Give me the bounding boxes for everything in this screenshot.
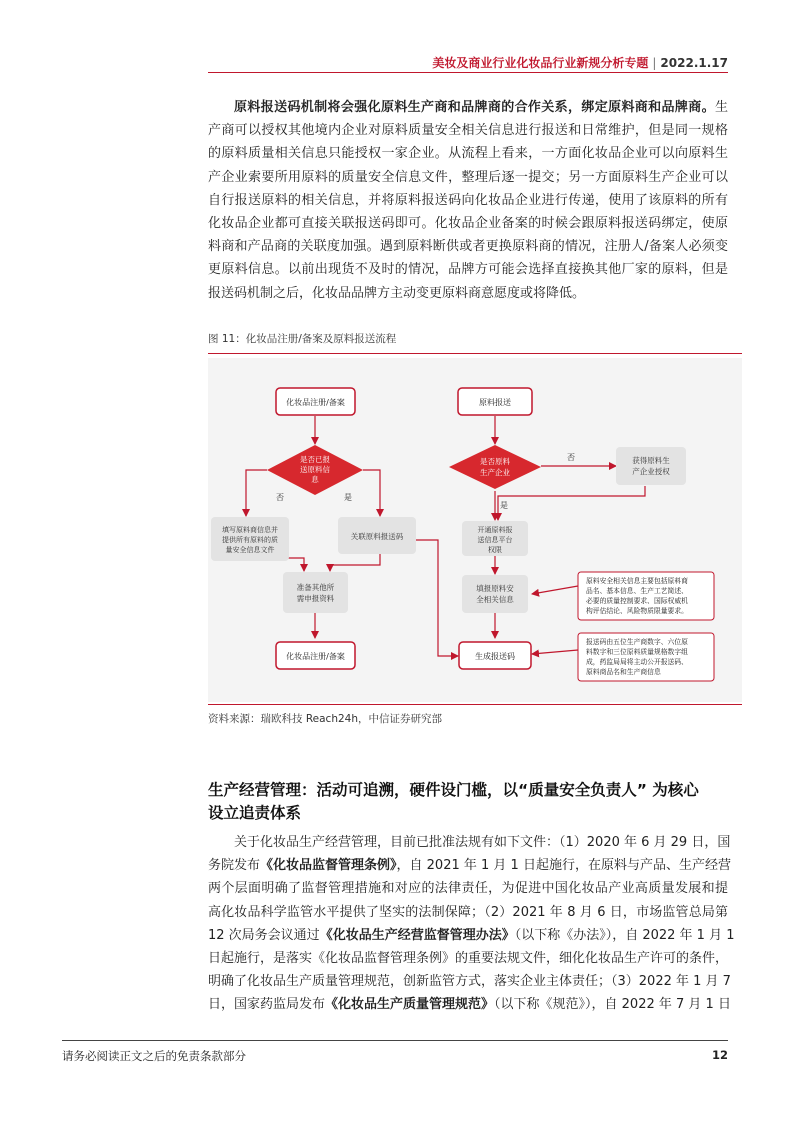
para1-line-4: 产企业索要所用原料的质量安全信息文件，整理后逐一提交；另一方面原料生产企业可以 <box>208 169 728 185</box>
node-right-generate-code <box>459 642 531 669</box>
header-title: 美妆及商业行业化妆品行业新规分析专题 <box>432 56 649 70</box>
regulation-name-1: 《化妆品监督管理条例》 <box>260 858 397 874</box>
flowchart <box>208 358 742 702</box>
header-date: 2022.1.17 <box>660 56 728 70</box>
right-fill-line-2: 全相关信息 <box>476 595 514 604</box>
note1-line-2: 品名、基本信息、生产工艺简述、 <box>586 587 688 595</box>
para1-line-5: 自行报送原料的相关信息，并将原料报送码向化妆品企业进行传递，使用了该原料的所有 <box>208 192 728 208</box>
node-right-fill-info <box>462 575 528 613</box>
regulation-name-3: 《化妆品生产质量管理规范》 <box>325 997 495 1013</box>
right-decision-line-2: 生产企业 <box>480 468 510 477</box>
node-right-open-platform <box>462 521 528 556</box>
left-yes-label: 是 <box>344 493 352 502</box>
figure-title: 图 11：化妆品注册/备案及原料报送流程 <box>208 333 397 345</box>
para2-line-1: 关于化妆品生产经营管理，目前已批准法规有如下文件：（1）2020 年 6 月 29 日，国 <box>234 835 731 850</box>
section-heading-line-2: 设立追责体系 <box>208 804 302 822</box>
para1-line-6: 化妆品企业都可直接关联报送码即可。化妆品企业备案的时候会跟原料报送码绑定，使原 <box>208 216 728 232</box>
para2-line-4: 高化妆品科学监管水平提供了坚实的法制保障；（2）2021 年 8 月 6 日，市场监管总局第 <box>208 904 728 920</box>
para1-line-9: 报送码机制之后，化妆品品牌方主动变更原料商意愿度或将降低。 <box>208 285 586 301</box>
right-no-label: 否 <box>567 453 575 462</box>
para2-line-2a: 务院发布 <box>208 858 261 874</box>
left-decision-line-3: 息 <box>311 475 319 484</box>
node-right-code-label: 生成报送码 <box>475 652 515 661</box>
left-fill-line-3: 量安全信息文件 <box>225 546 275 554</box>
note-safety-info <box>578 572 714 620</box>
para1-line-7: 料商和产品商的关联度加强。遇到原料断供或者更换原料商的情况，注册人/备案人必须变 <box>208 239 728 255</box>
para1-line-2: 产商可以授权其他境内企业对原料质量安全相关信息进行报送和日常维护，但是同一规格 <box>208 123 728 139</box>
para2-line-8 <box>208 993 731 1016</box>
right-auth-line-1: 获得原料生 <box>632 456 670 465</box>
right-open-line-3: 权限 <box>488 546 502 554</box>
header-rule <box>208 72 728 73</box>
right-yes-label: 是 <box>500 501 508 510</box>
header-text <box>432 54 728 71</box>
left-fill-line-1: 填写原料商信息并 <box>222 526 278 534</box>
right-decision-line-1: 是否原料 <box>480 457 510 466</box>
node-left-end <box>276 642 355 669</box>
para2-line-2 <box>208 854 731 877</box>
right-auth-line-2: 产企业授权 <box>632 467 670 476</box>
right-open-line-2: 送信息平台 <box>477 536 513 544</box>
right-fill-line-1: 填报原料安 <box>476 584 514 593</box>
left-decision-line-2: 送原料信 <box>300 465 330 474</box>
para2-line-5a: 12 次局务会议通过 <box>208 927 320 943</box>
node-left-fill-info <box>211 517 289 561</box>
node-left-start <box>276 388 355 415</box>
page-header <box>208 52 728 74</box>
left-decision-line-1: 是否已报 <box>300 455 330 464</box>
note1-line-3: 必要的质量控制要求、国际权威机 <box>586 597 688 605</box>
note-code-format <box>578 633 714 681</box>
figure-top-rule <box>208 353 742 354</box>
node-left-end-label: 化妆品注册/备案 <box>286 652 345 661</box>
paragraph-raw-material-code <box>208 96 728 305</box>
footer-rule <box>62 1040 728 1041</box>
para2-line-6: 日起施行，是落实《化妆品监督管理条例》的重要法规文件，细化化妆品生产许可的条件， <box>208 951 729 967</box>
right-open-line-1: 开通原料报 <box>477 526 513 534</box>
section-heading-line-1: 生产经营管理：活动可追溯，硬件设门槛，以“质量安全负责人” 为核心 <box>208 781 699 799</box>
node-left-start-label: 化妆品注册/备案 <box>286 398 345 407</box>
header-separator: | <box>652 56 657 70</box>
para1-line-1 <box>208 96 728 119</box>
page-number: 12 <box>711 1048 728 1062</box>
node-right-start <box>458 388 532 415</box>
note2-line-2: 料数字和三位原料质量规格数字组 <box>586 648 688 656</box>
para2-line-3: 两个层面明确了监督管理措施和对应的法律责任，为促进中国化妆品产业高质量发展和提 <box>208 881 728 897</box>
node-right-authorization <box>616 447 686 485</box>
para2-line-5 <box>208 924 735 947</box>
paragraph-production-management <box>208 831 735 1017</box>
para2-line-5c: （以下称《办法》），自 2022 年 1 月 1 <box>514 927 735 943</box>
para2-line-8a: 日，国家药监局发布 <box>208 997 326 1013</box>
left-prepare-line-1: 准备其他所 <box>296 583 335 592</box>
note2-line-4: 原料商品名和生产商信息 <box>586 668 661 676</box>
para1-line-1-tail: 生 <box>714 100 728 115</box>
node-left-prepare <box>283 572 348 613</box>
para1-line-8: 更原料信息。以前出现货不及时的情况，品牌方可能会选择直接换其他厂家的原料，但是 <box>208 262 728 278</box>
footer-disclaimer: 请务必阅读正文之后的免责条款部分 <box>62 1049 246 1063</box>
note2-line-3: 成，药监局局将主动公开报送码、 <box>586 658 688 666</box>
para2-line-8c: （以下称《规范》），自 2022 年 7 月 1 日 <box>494 997 731 1013</box>
note2-line-1: 报送码由五位生产商数字、六位原 <box>586 638 688 646</box>
para1-line-3: 的原料质量相关信息只能授权一家企业。从流程上看来，一方面化妆品企业可以向原料生 <box>208 146 728 162</box>
regulation-name-2: 《化妆品生产经营监督管理办法》 <box>319 927 515 943</box>
note1-line-4: 构评估结论、风险物质限量要求。 <box>586 607 688 615</box>
left-prepare-line-2: 需申报资料 <box>296 594 335 603</box>
para1-lead: 原料报送码机制将会强化原料生产商和品牌商的合作关系，绑定原料商和品牌商。 <box>234 100 715 115</box>
note1-line-1: 原料安全相关信息主要包括原料商 <box>586 577 688 585</box>
figure-bottom-rule <box>208 704 742 705</box>
node-right-start-label: 原料报送 <box>479 398 511 407</box>
left-link-label: 关联原料报送码 <box>350 532 404 541</box>
figure-source: 资料来源：瑞欧科技 Reach24h，中信证券研究部 <box>208 713 442 725</box>
section-heading <box>208 779 728 825</box>
left-fill-line-2: 提供所有原料的质 <box>222 536 278 544</box>
node-left-link-code <box>338 517 416 554</box>
para2-line-7: 明确了化妆品生产质量管理规范，创新监管方式，落实企业主体责任；（3）2022 年 1 月 7 <box>208 974 731 990</box>
left-no-label: 否 <box>276 493 284 502</box>
para2-line-2c: ，自 2021 年 1 月 1 日起施行，在原料与产品、生产经营 <box>396 858 731 874</box>
